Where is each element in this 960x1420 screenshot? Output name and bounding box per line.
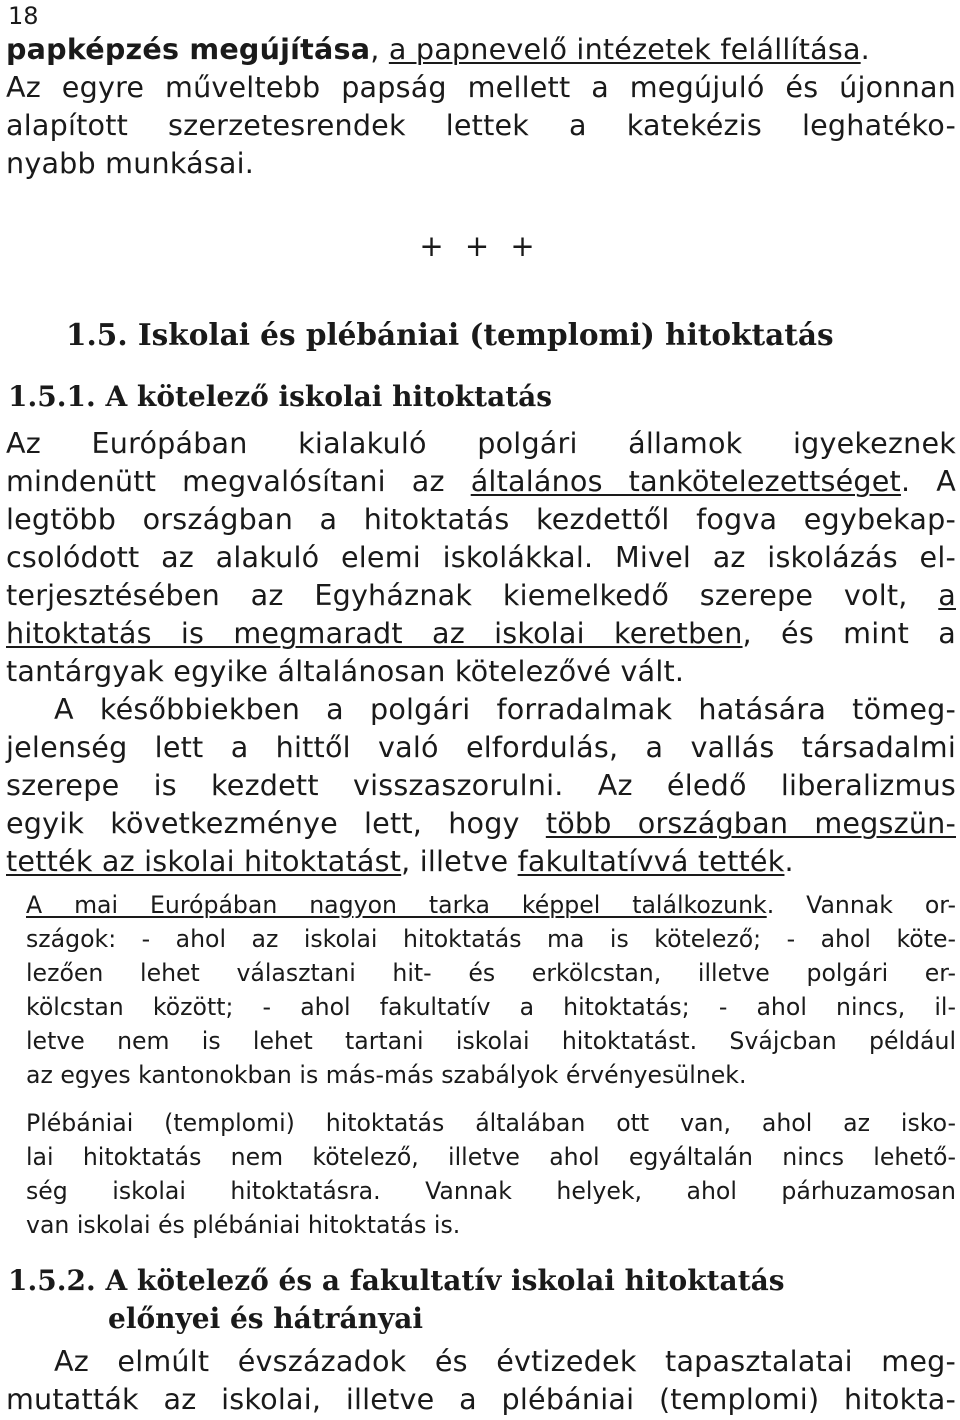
p1-line-3: legtöbb országban a hitoktatás kezdettől fogva egybekap- bbox=[6, 502, 956, 536]
p5-line-2: mutatták az iskolai, illetve a plébániai (templomi) hitokta- bbox=[6, 1382, 956, 1416]
intro-paragraph bbox=[6, 30, 956, 182]
p2-underlined-phrase: fakultatívvá tették bbox=[517, 844, 785, 878]
p3-line-1 bbox=[26, 888, 956, 922]
paragraph-4 bbox=[26, 1106, 956, 1242]
paragraph-2 bbox=[6, 690, 956, 880]
p4-line-2: lai hitoktatás nem kötelező, illetve ahol egyáltalán nincs lehető- bbox=[26, 1143, 956, 1171]
p3-line-2: szágok: - ahol az iskolai hitoktatás ma is kötelező; - ahol köte- bbox=[26, 925, 956, 953]
p2-underlined-phrase: tették az iskolai hitoktatást bbox=[6, 844, 402, 878]
subsection-heading-2-line-2: előnyei és hátrányai bbox=[108, 1302, 424, 1335]
p3-text: . Vannak or- bbox=[766, 891, 957, 919]
subsection-heading-2 bbox=[8, 1262, 785, 1338]
p2-line-3: szerepe is kezdett visszaszorulni. Az éledő liberalizmus bbox=[6, 768, 956, 802]
intro-comma: , bbox=[370, 32, 389, 66]
p2-line-1: A későbbiekben a polgári forradalmak hatására tömeg- bbox=[54, 692, 956, 726]
section-separator: + + + bbox=[419, 229, 541, 263]
p1-line-2 bbox=[6, 462, 956, 500]
p4-line-3: ség iskolai hitoktatásra. Vannak helyek, ahol párhuzamosan bbox=[26, 1177, 956, 1205]
subsection-heading-1: 1.5.1. A kötelező iskolai hitoktatás bbox=[8, 380, 553, 413]
intro-line-4: nyabb munkásai. bbox=[6, 146, 255, 180]
section-heading: 1.5. Iskolai és plébániai (templomi) hitoktatás bbox=[66, 317, 834, 352]
intro-line-3: alapított szerzetesrendek lettek a katekézis leghatéko- bbox=[6, 108, 956, 142]
p2-line-4 bbox=[6, 804, 956, 842]
p1-line-6 bbox=[6, 614, 956, 652]
intro-period: . bbox=[860, 32, 870, 66]
p2-underlined-phrase: több országban megszün- bbox=[545, 806, 956, 840]
p3-line-6: az egyes kantonokban is más-más szabályok érvényesülnek. bbox=[26, 1061, 747, 1089]
p1-underlined-term: általános tankötelezettséget bbox=[470, 464, 901, 498]
intro-line-2: Az egyre műveltebb papság mellett a megújuló és újonnan bbox=[6, 70, 956, 104]
p2-line-5 bbox=[6, 842, 956, 880]
p1-underlined-term: a bbox=[938, 578, 956, 612]
paragraph-5 bbox=[6, 1342, 956, 1418]
paragraph-1 bbox=[6, 424, 956, 690]
p3-underlined-phrase: A mai Európában nagyon tarka képpel találkozunk bbox=[26, 891, 767, 919]
subsection-heading-2-line-1: 1.5.2. A kötelező és a fakultatív iskolai hitoktatás bbox=[8, 1264, 785, 1297]
intro-underlined-phrase: a papnevelő intézetek felállítása bbox=[388, 32, 861, 66]
p4-line-4: van iskolai és plébániai hitoktatás is. bbox=[26, 1211, 461, 1239]
p1-line-7: tantárgyak egyike általánosan kötelezővé vált. bbox=[6, 654, 685, 688]
p2-text: . bbox=[784, 844, 794, 878]
p2-line-2: jelenség lett a hittől való elfordulás, a vallás társadalmi bbox=[6, 730, 956, 764]
p1-line-1: Az Európában kialakuló polgári államok igyekeznek bbox=[6, 426, 956, 460]
p1-line-4: csolódott az alakuló elemi iskolákkal. Mivel az iskolázás el- bbox=[6, 540, 956, 574]
p1-text: terjesztésében az Egyháznak kiemelkedő szerepe volt, bbox=[6, 578, 939, 612]
intro-line-1 bbox=[6, 30, 956, 68]
p1-text: , és mint a bbox=[742, 616, 957, 650]
p2-text: , illetve bbox=[401, 844, 518, 878]
p1-underlined-phrase: hitoktatás is megmaradt az iskolai keretben bbox=[6, 616, 743, 650]
p5-line-1: Az elmúlt évszázadok és évtizedek tapasztalatai meg- bbox=[54, 1344, 956, 1378]
p3-line-4: kölcstan között; - ahol fakultatív a hitoktatás; - ahol nincs, il- bbox=[26, 993, 956, 1021]
page-number: 18 bbox=[8, 2, 39, 30]
paragraph-3 bbox=[26, 888, 956, 1092]
p2-text: egyik következménye lett, hogy bbox=[6, 806, 546, 840]
p4-line-1: Plébániai (templomi) hitoktatás általában ott van, ahol az isko- bbox=[26, 1109, 956, 1137]
p1-line-5 bbox=[6, 576, 956, 614]
p1-text: mindenütt megvalósítani az bbox=[6, 464, 471, 498]
p3-line-3: lezően lehet választani hit- és erkölcstan, illetve polgári er- bbox=[26, 959, 956, 987]
intro-bold-term: papképzés megújítása bbox=[6, 32, 371, 66]
p1-text: . A bbox=[900, 464, 956, 498]
p3-line-5: letve nem is lehet tartani iskolai hitoktatást. Svájcban például bbox=[26, 1027, 956, 1055]
